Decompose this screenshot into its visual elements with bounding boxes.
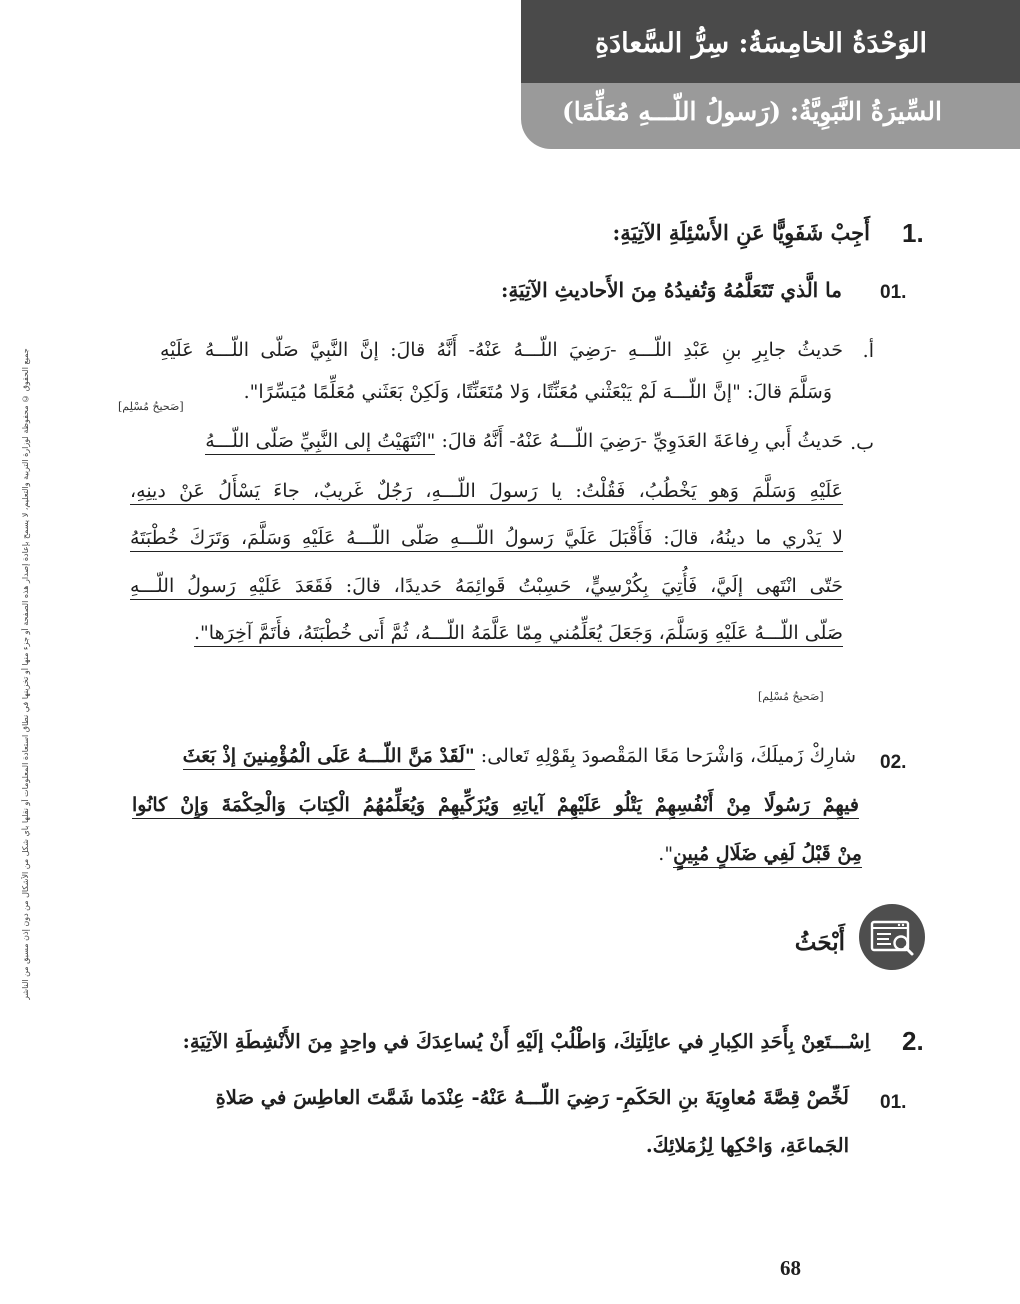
question-1-instruction: أَجِبْ شَفَوِيًّا عَنِ الأَسْئِلَةِ الآتِيَةِ: xyxy=(612,220,870,245)
research-title: أَبْحَثُ xyxy=(794,929,845,956)
hadith-a-marker: أ. xyxy=(862,340,874,362)
q1-sub-02-line-1 xyxy=(183,745,856,767)
question-2-number: 2. xyxy=(902,1026,924,1056)
hadith-b-source: [صَحيحُ مُسْلِم] xyxy=(758,690,824,703)
q1-sub-01-number: 01. xyxy=(880,282,907,303)
question-2-instruction: اِسْـــتَعِنْ بِأَحَدِ الكِبارِ في عائِلَتِكَ، وَاطْلُبْ إلَيْهِ أَنْ يُساعِدَكَ في واحِدٍ مِنَ الأَنْشِطَةِ الآتِيَةِ: xyxy=(182,1030,870,1053)
q2-sub-01-number: 01. xyxy=(880,1092,907,1113)
unit-header xyxy=(521,0,1020,83)
question-1-number: 1. xyxy=(902,218,924,248)
hadith-b-lead: حَديثُ أَبي رِفاعَةَ العَدَوِيِّ -رَضِيَ اللّـــهُ عَنْهُ- أَنَّهُ قالَ: xyxy=(435,430,843,452)
hadith-a-line-2: وَسَلَّمَ قالَ: "إنَّ اللّـــهَ لَمْ يَبْعَثْني مُعَنِّتًا، وَلا مُتَعَنِّتًا، وَلَكِنْ بَعَثَني مُعَلِّمًا مُيَسِّرًا". xyxy=(243,381,832,403)
hadith-b-line-4: حَتّى انْتَهى إلَيَّ، فَأُتِيَ بِكُرْسِيٍّ، حَسِبْتُ قَوائِمَهُ حَديدًا، قالَ: فَقَعَدَ عَلَيْهِ رَسولُ اللّـــهِ xyxy=(130,575,843,600)
search-document-icon-graphic xyxy=(859,904,925,970)
hadith-b-line-1 xyxy=(205,430,843,452)
page-number: 68 xyxy=(780,1256,801,1280)
verse-line-3 xyxy=(658,843,862,865)
search-document-icon xyxy=(859,904,925,970)
hadith-b-line-2: عَلَيْهِ وَسَلَّمَ وَهو يَخْطُبُ، فَقُلْتُ: يا رَسولَ اللّـــهِ، رَجُلٌ غَريبٌ، جاءَ يَسْأَلُ عَنْ دينِهِ، xyxy=(130,480,843,505)
hadith-b-line-5-text: صَلّى اللّـــهُ عَلَيْهِ وَسَلَّمَ، وَجَعَلَ يُعَلِّمُني مِمّا عَلَّمَهُ اللّـــهُ، ثُمَّ أَتى خُطْبَتَهُ، فأَتَمَّ آخِرَها". xyxy=(194,622,843,647)
q1-sub-01-question: ما الَّذي تَتَعَلَّمُهُ وَتُفيدُهُ مِنَ الأَحاديثِ الآتِيَةِ: xyxy=(500,278,842,302)
hadith-b-marker: ب. xyxy=(850,432,874,454)
hadith-b-line-3: لا يَدْري ما دينُهُ، قالَ: فَأَقْبَلَ عَلَيَّ رَسولُ اللّـــهِ صَلّى اللّـــهُ عَلَيْهِ وَسَلَّمَ، وَتَرَكَ خُطْبَتَهُ xyxy=(130,527,843,552)
lesson-title: السِّيرَةُ النَّبَوِيَّةُ: (رَسولُ اللّـــهِ مُعَلِّمًا) xyxy=(561,97,942,126)
hadith-b-quote-start: "انْتَهَيْتُ إلى النَّبِيِّ صَلّى اللّـــهُ xyxy=(205,430,435,455)
copyright-notice: جميع الحقوق © محفوظة لوزارة التربية والتعليم، لا يسمح بإعادة إصدار هذه الصفحة أو جزء منها أو تخزينها في نطاق استعادة المعلومات أو نقلها بأي شكل من الأشكال من دون إذن مسبق من الناشر xyxy=(21,348,30,1000)
q1-sub-02-lead: شارِكْ زَميلَكَ، وَاشْرَحا مَعًا المَقْصودَ بِقَوْلِهِ تَعالى: xyxy=(474,745,856,767)
q2-sub-01-line-2: الجَماعَةِ، وَاحْكِها لِزُمَلائِكَ. xyxy=(645,1134,849,1157)
verse-line-3-end: ". xyxy=(658,843,674,865)
verse-line-1: "لَقَدْ مَنَّ اللّـــهُ عَلَى الْمُؤْمِنينَ إذْ بَعَثَ xyxy=(183,745,475,770)
hadith-a-line-1: حَديثُ جابِرِ بنِ عَبْدِ اللّـــهِ -رَضِيَ اللّـــهُ عَنْهُ- أَنَّهُ قالَ: إنَّ النَّبِيَّ صَلّى اللّـــهُ عَلَيْهِ xyxy=(160,339,843,361)
hadith-a-source: [صَحيحُ مُسْلِم] xyxy=(118,400,184,413)
lesson-header xyxy=(521,83,1020,149)
hadith-b-line-5 xyxy=(194,622,843,644)
q2-sub-01-line-1: لَخِّصْ قِصَّةَ مُعاوِيَةَ بنِ الحَكَمِ- رَضِيَ اللّـــهُ عَنْهُ- عِنْدَما شَمَّتَ العاطِسَ في صَلاةِ xyxy=(215,1086,849,1109)
verse-line-3-text: مِنْ قَبْلُ لَفِي ضَلَالٍ مُبِينٍ xyxy=(673,843,862,868)
verse-line-2: فيهِمْ رَسُولًا مِنْ أَنْفُسِهِمْ يَتْلُو عَلَيْهِمْ آياتِهِ وَيُزَكِّيهِمْ وَيُعَلِّمُهُمُ الْكِتابَ وَالْحِكْمَةَ وَإِنْ كانُوا xyxy=(132,794,859,819)
q1-sub-02-number: 02. xyxy=(880,752,907,773)
unit-title: الوَحْدَةُ الخامِسَةُ: سِرُّ السَّعادَةِ xyxy=(594,28,927,59)
